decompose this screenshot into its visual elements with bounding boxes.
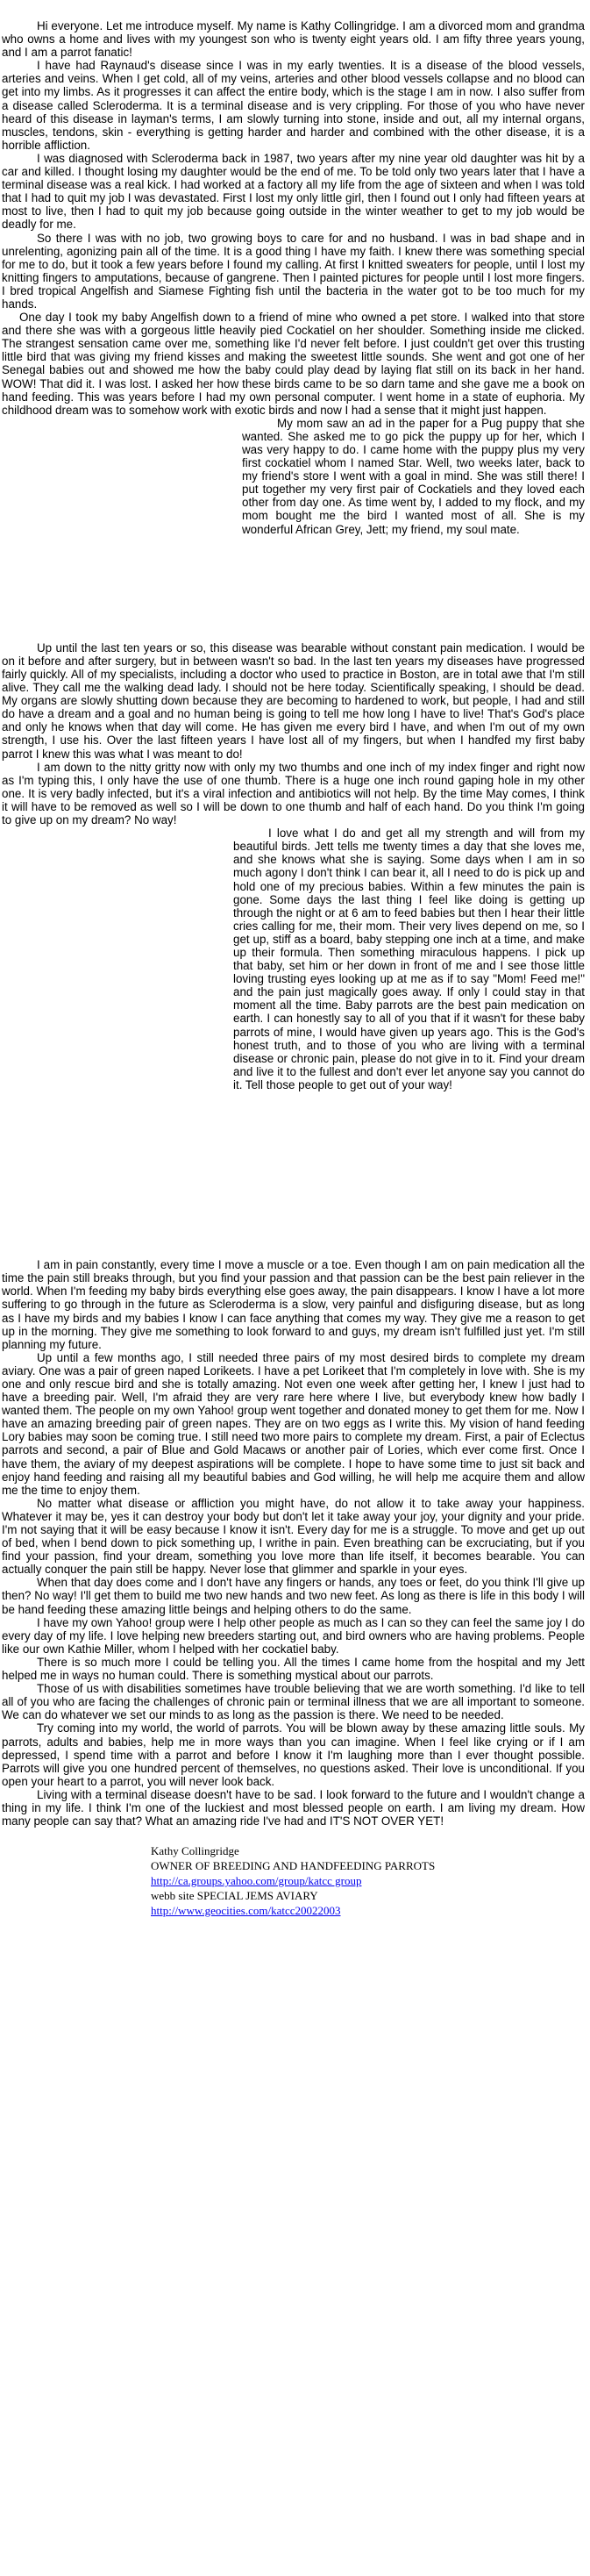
paragraph-pug-puppy: My mom saw an ad in the paper for a Pug puppy that she wanted. She asked me to go pick the puppy up for her, which I was very happy to do. I came home with the puppy plus my very first cockatiel whom I named Star. Well, two weeks later, back to my friend's store I went with a goal in mind. She was still there! I put together my very first pair of Cockatiels and they loved each other from day one. As time went by, I added to my flock, and my mom bought me the bird I wanted most of all. She is my wonderful African Grey, Jett; my friend, my soul mate. <box>242 416 585 536</box>
paragraph-disabilities: Those of us with disabilities sometimes have trouble believing that we are worth something. I'd like to tell all of you who are facing the challenges of chronic pain or terminal illness that we are all important to someone. We can do whatever we set our minds to as long as the passion is there. We need to be needed. <box>2 1682 585 1722</box>
paragraph-lorikeets: Up until a few months ago, I still needed three pairs of my most desired birds to complete my dream aviary. One was a pair of green naped Lorikeets. I have a pet Lorikeet that I'm completely in love with. She is my one and only rescue bird and she is totally amazing. Not even one week after getting her, I knew I just had to have a breeding pair. Well, I'm afraid they are very rare here where I live, but everybody knew how badly I wanted them. The people on my own Yahoo! group went together and donated money to get them for me. Now I have an amazing breeding pair of green napes. They are on two eggs as I write this. My vision of hand feeding Lory babies may soon be coming true. I still need two more pairs to complete my dream. First, a pair of Eclectus parrots and second, a pair of Blue and Gold Macaws or another pair of Lories, which ever come first. Once I have them, the aviary of my deepest aspirations will be complete. I hope to have some time to just sit back and enjoy hand feeding and raising all my beautiful babies and God willing, he will help me acquire them and allow me the time to enjoy them. <box>2 1350 585 1497</box>
paragraph-introduction: Hi everyone. Let me introduce myself. My name is Kathy Collingridge. I am a divorced mom and grandma who owns a home and lives with my youngest son who is twenty eight years old. I am fifty three years young, and I am a parrot fanatic! <box>2 19 585 60</box>
website-link[interactable]: http://www.geocities.com/katcc20022003 <box>151 1904 341 1918</box>
paragraph-yahoo-group: I have my own Yahoo! group were I help other people as much as I can so they can feel the same joy I do every day of my life. I love helping new breeders starting out, and bird owners who are having problems. People like our own Kathie Miller, whom I helped with her cockatiel baby. <box>2 1615 585 1656</box>
paragraph-so-much-more: There is so much more I could be telling you. All the times I came home from the hospital and my Jett helped me in ways no human could. There is something mystical about our parrots. <box>2 1655 585 1683</box>
paragraph-progression: Up until the last ten years or so, this disease was bearable without constant pain medication. I would be on it before and after surgery, but in between wasn't so bad. In the last ten years my diseases have progressed fairly quickly. All of my specialists, including a doctor who used to practice in Boston, are in total awe that I'm still alive. They call me the walking dead lady. I should not be here today. Scientifically speaking, I should be dead. My organs are slowly shutting down because they are becoming to hardened to work, but people, I had and still do have a dream and a goal and no human being is going to tell me how long I have to live! That's God's place and only he knows when that day will come. He has given me every bird I have, and when I'm out of my own strength, I use his. Over the last fifteen years I have lost all of my fingers, but when I handfed my first baby parrot I knew this was what I was meant to do! <box>2 640 585 761</box>
paragraph-thumbs: I am down to the nitty gritty now with only my two thumbs and one inch of my index finger and right now as I'm typing this, I only have the use of one thumb. There is a huge one inch round gaping hole in my other one. It is very badly infected, but it's a viral infection and antibiotics will not help. By the time May comes, I think it will have to be removed as well so I will be down to one thumb and half of each hand. Do you think I'm going to give up on my dream? No way! <box>2 760 585 827</box>
signature-block <box>151 1843 590 1918</box>
image-placeholder-left-1 <box>2 417 231 629</box>
paragraph-no-job: So there I was with no job, two growing boys to care for and no husband. I was in bad shape and in unrelenting, agonizing pain all of the time. It is a good thing I have my faith. I knew there was something special for me to do, but it took a few years before I found my calling. At first I knitted sweaters for people, until I lost my knitting fingers to amputations, because of gangrene. Then I painted pictures for people until I lost more fingers. I bred tropical Angelfish and Siamese Fighting fish until the bacteria in the water got to be too much for my hands. <box>2 231 585 311</box>
image-placeholder-left-2 <box>2 826 223 1258</box>
paragraph-world-of-parrots: Try coming into my world, the world of parrots. You will be blown away by these amazing little souls. My parrots, adults and babies, help me in more ways than you can imagine. When I feel like crying or if I am depressed, I spend time with a parrot and before I know it I'm laughing more than I ever thought possible. Parrots will give you one hundred percent of themselves, no questions asked. Their love is unconditional. If you open your heart to a parrot, you will never look back. <box>2 1721 585 1788</box>
paragraph-not-over-yet: Living with a terminal disease doesn't have to be sad. I look forward to the future and I wouldn't change a thing in my life. I think I'm one of the luckiest and most blessed people on earth. I am living my dream. How many people can say that? What an amazing ride I've had and IT'S NOT OVER YET! <box>2 1787 585 1828</box>
paragraph-pet-store: One day I took my baby Angelfish down to a friend of mine who owned a pet store. I walked into that store and there she was with a gorgeous little heavily pied Cockatiel on her shoulder. Something inside me clicked. The strangest sensation came over me, something like I'd never felt before. I just couldn't get over this trusting little bird that was giving my friend kisses and making the sweetest little sounds. She went and got one of her Senegal babies out and showed me how the baby could play dead by laying flat still on its back in her hand. WOW! That did it. I was lost. I asked her how these birds came to be so darn tame and she gave me a book on hand feeding. This was years before I had my own personal computer. I went home in a state of euphoria. My childhood dream was to somehow work with exotic birds and now I had a sense that it might just happen. <box>2 311 585 417</box>
website-label: webb site SPECIAL JEMS AVIARY <box>151 1889 318 1903</box>
signature-name: Kathy Collingridge <box>151 1844 239 1858</box>
paragraph-diagnosis: I was diagnosed with Scleroderma back in 1987, two years after my nine year old daughter was hit by a car and killed. I thought losing my daughter would be the end of me. To be told only two years later that I have a terminal disease was a real kick. I had worked at a factory all my life from the age of sixteen and when I was told that I had to quit my job I was devastated. First I lost my only little girl, then I found out I only had fifteen years at most to live, then I had to quit my job because going outside in the winter weather to get to my job would be deadly for me. <box>2 151 585 232</box>
paragraph-strength-from-birds: I love what I do and get all my strength and will from my beautiful birds. Jett tells me twenty times a day that she loves me, and she knows what she is saying. Some days when I am in so much agony I don't think I can bear it, all I need to do is pick up and hold one of my precious babies. Within a few minutes the pain is gone. Some days the last thing I feel like doing is getting up through the night or at 6 am to feed babies but then I hear their little cries calling for me, their mom. Their very lives depend on me, so I get up, stiff as a board, baby stepping one inch at a time, and make up their formula. Then something miraculous happens. I pick up that baby, set him or her down in front of me and I see those little loving trusting eyes looking up at me as if to say "Mom! Feed me!" and the pain just magically goes away. If only I could stay in that moment all the time. Baby parrots are the best pain medication on earth. I can honestly say to all of you that if it wasn't for these baby parrots of mine, I would have given up years ago. This is the God's honest truth, and to those of you who are living with a terminal disease or chronic pain, please do not give in to it. Find your dream and live it to the fullest and don't ever let anyone say you cannot do it. Tell those people to get out of your way! <box>233 826 585 1091</box>
paragraph-constant-pain: I am in pain constantly, every time I move a muscle or a toe. Even though I am on pain medication all the time the pain still breaks through, but you find your passion and that passion can be the best pain reliever in the world. When I'm feeding my baby birds everything else goes away, the pain disappears. I know I have a lot more suffering to go through in the future as Scleroderma is a slow, very painful and disfiguring disease, but as long as I have my birds and my babies I know I can face anything that comes my way. They give me a reason to get up in the morning. They give me something to look forward to and guys, my dream isn't fulfilled just yet. I'm still planning my future. <box>2 1258 585 1351</box>
paragraph-no-matter-what: No matter what disease or affliction you might have, do not allow it to take away your happiness. Whatever it may be, yes it can destroy your body but don't let it take away your joy, your dignity and your pride. I'm not saying that it will be easy because I know it isn't. Every day for me is a struggle. To move and get up out of bed, when I bend down to pick something up, I writhe in pain. Even breathing can be excruciating, but if you find your passion, find your dream, something you love more than life itself, it becomes bearable. You can actually conquer the pain still be happy. Never lose that glimmer and sparkle in your eyes. <box>2 1496 585 1577</box>
yahoo-group-link[interactable]: http://ca.groups.yahoo.com/group/katcc group <box>151 1874 362 1888</box>
paragraph-raynauds: I have had Raynaud's disease since I was in my early twenties. It is a disease of the blood vessels, arteries and veins. When I get cold, all of my veins, arteries and other blood vessels collapse and no blood can get into my limbs. As it progresses it can affect the entire body, which is the stage I am in now. I also suffer from a disease called Scleroderma. It is a terminal disease and is very crippling. For those of you who have never heard of this disease in layman's terms, I am slowly turning into stone, inside and out, all my internal organs, muscles, tendons, skin - everything is getting harder and harder and combined with the other disease, it is a horrible affliction. <box>2 59 585 152</box>
paragraph-that-day: When that day does come and I don't have any fingers or hands, any toes or feet, do you think I'll give up then? No way! I'll get them to build me two new hands and two new feet. As long as there is life in this body I will be hand feeding these amazing little beings and helping others to do the same. <box>2 1576 585 1616</box>
story-text <box>0 19 590 1828</box>
signature-title: OWNER OF BREEDING AND HANDFEEDING PARROTS <box>151 1859 436 1873</box>
